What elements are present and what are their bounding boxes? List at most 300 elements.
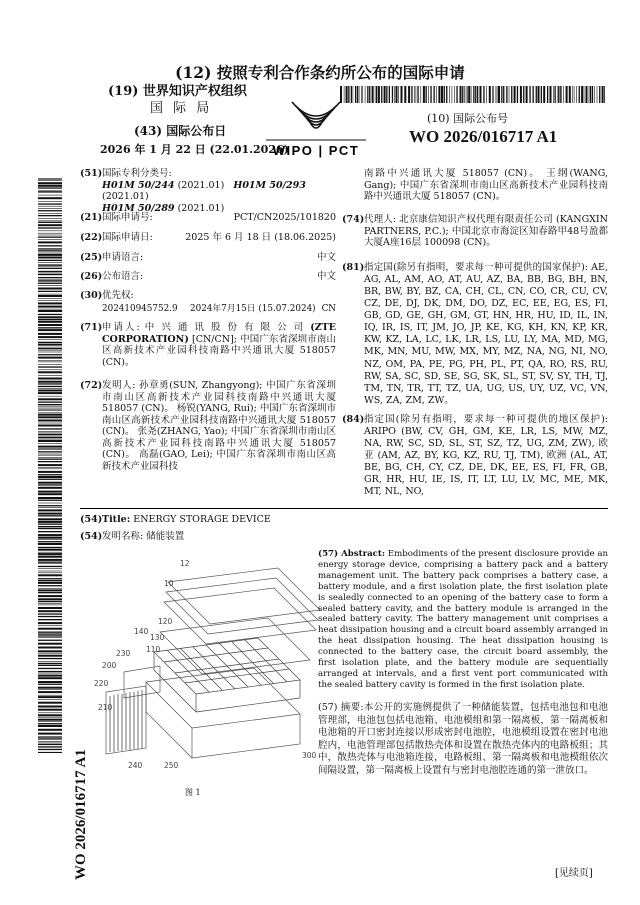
barcode-bar [38,610,62,612]
applicant-address: [CN/CN]; 中国广东省深圳市南山区高新技术产业园科技南路中兴通讯大厦 518057 (CN)。 [102,333,336,368]
barcode-bar [38,571,62,572]
barcode-bar [38,386,62,387]
barcode-bar [38,479,62,480]
barcode-bar [38,257,62,259]
barcode-bar [492,86,493,103]
barcode-bar [396,86,398,103]
field-number: (54) [80,514,103,525]
barcode-bar [517,86,518,103]
barcode-bar [38,744,62,745]
barcode-bar [38,541,62,542]
barcode-bar [581,86,583,103]
barcode-bar [38,457,62,458]
barcode-bar [541,86,542,103]
barcode-bar [38,371,62,373]
inventors-text: 孙章勇(SUN, Zhangyong); 中国广东省深圳市南山区高新技术产业园科技南路中兴通讯大厦 518057 (CN)。 杨锐(YANG, Rui); 中国广东省深圳市南山区高新技术产业园科技南路中兴通讯大厦 518057 (CN)。 张尧(ZHANG, Yao); 中国广东省深圳市南山区高新技术产业园科技南路中兴通讯大厦 518057 (CN)。 高磊(GAO, Lei); 中国广东省深圳市南山区高新技术产业园科技 [102,380,336,473]
barcode-bar [38,653,62,654]
ipc-code: H01M 50/244 [102,179,175,191]
barcode-bar [381,86,382,103]
priority-date: 2024年7月15日 (15.07.2024) [190,304,316,314]
barcode-bar [38,285,62,286]
field-label: 优先权: [102,290,134,301]
priority-country: CN [321,304,336,314]
barcode-bar [38,185,62,187]
barcode-bar [38,316,62,318]
barcode-bar [473,86,474,103]
barcode-bar [509,86,510,103]
barcode-bar [38,568,62,569]
barcode-bar [38,414,62,416]
barcode-bar [38,237,62,238]
designated-states-national: 指定国(除另有指明，要求每一种可提供的国家保护): AE, AG, AL, AM, AO, AT, AU, AZ, BA, BB, BG, BH, BN, BR, BW, BY, BZ, CA, CH, CL, CN, CO, CR, CU, CV, CZ, DE, DJ, DK, DM, DO, DZ, EC, EE, EG, ES, FI, GB, GD, GE, GH, GM, GT, HN, HR, HU, ID, IL, IN, IQ, IR, IS, IT, JM, JO, JP, KE, KG, KH, KN, KP, KR, KW, KZ, LA, LC, LK, LR, LS, LU, LY, MA, MD, MG, MK, MN, MU, MW, MX, MY, MZ, NA, NG, NI, NO, NZ, OM, PA, PE, PG, PH, PL, PT, QA, RO, RS, RU, RW, SA, SC, SD, SE, SG, SK, SL, ST, SV, SY, TH, TJ, TM, TN, TR, TT, TZ, UA, UG, US, UY, UZ, VC, VN, WS, ZA, ZM, ZW。 [364,262,608,406]
barcode-bar [38,201,62,202]
field-number: (51) [80,168,103,179]
barcode-bar [38,706,62,708]
barcode-bar [38,352,62,353]
field-21 [80,212,336,226]
barcode-bar [38,464,62,466]
barcode-bar [38,625,62,626]
barcode-bar [38,439,62,440]
barcode-bar [416,86,417,103]
ref-label: 140 [134,627,149,636]
barcode-bar [38,643,62,645]
publication-number: WO 2026/016717 A1 [409,127,558,146]
barcode-bar [38,633,62,634]
barcode-bar [38,231,62,232]
barcode-bar [38,241,62,243]
ipc-code: H01M 50/293 [233,179,306,191]
barcode-bar [38,348,62,349]
field-label: 国际专利分类号: [102,168,172,179]
barcode-bar [38,378,62,380]
barcode-bar [38,203,62,204]
barcode-bar [38,539,62,540]
barcode-bar [38,344,62,346]
barcode-bar [511,86,512,103]
publication-date: 2026 年 1 月 22 日 (22.01.2026) [100,143,289,156]
barcode-bar [38,215,62,216]
barcode-bar [471,86,472,103]
field-value: 中文 [316,252,336,263]
barcode-bar [38,534,62,536]
barcode-bar [38,671,62,672]
barcode-bar [38,743,62,744]
barcode-bar [38,406,62,407]
barcode-bar [38,505,62,506]
barcode-bar [38,404,62,405]
barcode-bar [38,350,62,351]
barcode-bar [38,607,62,609]
barcode-bar [594,86,595,103]
barcode-bar [38,665,62,666]
barcode-bar [38,342,62,343]
barcode-bar [38,364,62,365]
barcode-bar [38,582,62,584]
barcode-bar [38,218,62,219]
barcode-bar [560,86,561,103]
barcode-bar [38,738,62,739]
barcode-bar [558,86,559,103]
abstract-en [318,549,608,699]
barcode-bar [38,461,62,462]
barcode-bar [38,749,62,750]
barcode-bar [38,443,62,444]
priority-app-number: 202410945752.9 [102,304,178,314]
barcode-bar [417,86,418,103]
barcode-bar [384,86,386,103]
barcode-bar [38,396,62,397]
barcode-bar [475,86,476,103]
field-72-continued: 南路中兴通讯大厦 518057 (CN)。 王纲(WANG, Gang); 中国广东省深圳市南山区高新技术产业园科技南路中兴通讯大厦 518057 (CN)。 [364,168,608,203]
barcode-bar [599,86,600,103]
barcode-bar [38,388,62,389]
barcode-bar [38,476,62,478]
barcode-bar [38,673,62,674]
barcode-bar [38,206,62,207]
ref-label: 230 [116,649,131,658]
barcode-bar [38,717,62,718]
barcode-bar [38,333,62,335]
barcode-bar [38,655,62,657]
barcode-bar [572,86,573,103]
barcode-bar [38,702,62,704]
designated-states-regional: 指定国(除另有指明，要求每一种可提供的地区保护): ARIPO (BW, CV, GH, GM, KE, LR, LS, MW, MZ, NA, RW, SC, SD, SL, ST, SZ, TZ, UG, ZM, ZW), 欧亚 (AM, AZ, BY, KG, KZ, RU, TJ, TM), 欧洲 (AL, AT, BE, BG, CH, CY, CZ, DE, DK, EE, ES, FI, FR, GB, GR, HR, HU, IE, IS, IT, LT, LU, LV, MC, ME, MK, MT, NL, NO, [364,414,608,498]
barcode-bar [38,687,62,689]
barcode-bar [584,86,585,103]
barcode-bar [553,86,554,103]
barcode-bar [480,86,482,103]
barcode-bar [38,559,62,561]
ipc-date: (2021.01) [102,191,149,203]
barcode-bar [38,484,62,485]
barcode-bar [38,446,62,448]
barcode-bar [38,589,62,591]
ipc-code: H01M 50/289 [102,202,175,214]
barcode-bar [38,628,62,630]
barcode-bar [38,336,62,338]
barcode-bar [38,616,62,617]
field-84 [342,414,608,504]
field-value: 中文 [316,271,336,282]
barcode-bar [586,86,588,103]
barcode-bar [38,192,62,193]
barcode-bar [38,752,62,753]
barcode-bar [38,454,62,455]
barcode-bar [446,86,447,103]
barcode-bar [38,714,62,716]
barcode-bar [486,86,487,103]
barcode-bar [38,675,62,677]
abstract-label: (57) 摘要: [318,702,364,713]
field-54-title-zh [80,531,480,545]
barcode-bar [462,86,463,103]
barcode-bar [38,663,62,664]
barcode-bar [38,719,62,721]
barcode-bar [38,347,62,348]
title-label: 发明名称: [102,531,144,542]
barcode-bar [467,86,468,103]
barcode-bar [38,556,62,558]
barcode-bar [38,224,62,226]
barcode-bar [392,86,393,103]
barcode-bar [38,281,62,282]
barcode-bar [38,360,62,361]
barcode-bar [38,425,62,427]
barcode-bar [426,86,427,103]
barcode-bar [38,423,62,424]
field-label: 申请语言: [102,252,144,263]
barcode-bar [38,362,62,363]
ref-label: 220 [94,679,109,688]
barcode-bar [38,689,62,690]
barcode-bar [602,86,604,103]
barcode-bar [38,578,62,579]
barcode-bar [38,709,62,711]
barcode-bar [38,595,62,597]
barcode-bar [434,86,435,103]
barcode-bar [566,86,568,103]
barcode-bar [38,635,62,636]
field-72 [80,380,336,490]
barcode-bar [38,433,62,434]
barcode-bar [569,86,571,103]
wipo-logo-text: WIPO | PCT [272,143,360,158]
barcode-bar [38,273,62,274]
barcode-bar [38,491,62,493]
abstract-text: 本公开的实施例提供了一种储能装置，包括电池包和电池管理部，电池包包括电池箱、电池模组和第一隔离板，第一隔离板和电池箱的开口密封连接以形成密封电池腔，电池模组设置在密封电池腔内，电池管理部包括散热壳体和设置在散热壳体内的电路板组；其中，散热壳体与电池箱连接，电路板组、第一隔离板和电池模组依次间隔设置，第一隔离板上设置有与密封电池腔连通的第一泄放口。 [318,702,608,776]
field-number: (25) [80,252,103,263]
barcode-bar [460,86,462,103]
barcode-bar [38,264,62,265]
barcode-bar [38,509,62,511]
barcode-bar [529,86,530,103]
barcode-bar [38,695,62,696]
barcode-bar [538,86,540,103]
barcode-bar [38,451,62,452]
barcode-bar [590,86,591,103]
barcode-bar [38,309,62,310]
barcode-bar [38,254,62,256]
barcode-bar [38,339,62,340]
barcode-bar [38,733,62,735]
applicant-prefix: 申请人: 中 兴 通 讯 股 份 有 限 公 司 [102,322,311,333]
barcode-bar [38,402,62,403]
barcode-bar [576,86,577,103]
abstract-text: Embodiments of the present disclosure provide an energy storage device, comprising a battery pack and a battery management unit. The battery pack comprises a battery case, a battery module, and a first isolation plate, the first isolation plate is sealedly connected to an opening of the battery case to form a sealed battery cavity, and the battery module is arranged in the sealed battery cavity. The battery management unit comprises a heat dissipation housing and a circuit board assembly arranged in the heat dissipation housing. The heat dissipation housing is connected to the battery case, the circuit board assembly, the first isolation plate, and the battery module are sequentially arranged at intervals, and a first vent port communicated with the sealed battery cavity is formed in the first isolation plate. [318,549,608,690]
barcode-bar [436,86,437,103]
barcode-bar [514,86,516,103]
barcode-bar [38,513,62,515]
barcode-bar [38,390,62,392]
barcode-bar [38,265,62,266]
barcode-bar [38,409,62,410]
barcode-bar [520,86,522,103]
barcode-bar [454,86,455,103]
barcode-bar [38,321,62,323]
barcode-bar [38,227,62,228]
barcode-bar [38,531,62,532]
field-number: (81) [342,262,365,273]
barcode-bar [547,86,548,103]
barcode-bar [38,741,62,742]
barcode-bar [38,471,62,473]
barcode-bar [38,180,62,181]
field-54-title-en [80,514,480,528]
barcode-bar [38,197,62,199]
barcode-bar [38,566,62,567]
barcode-bar [38,691,62,693]
barcode-bar [38,195,62,196]
barcode-bar [38,262,62,263]
barcode-bar [579,86,580,103]
ref-label: 10 [164,579,174,588]
barcode-bar [501,86,502,103]
barcode-bar [414,86,415,103]
barcode-bar [38,274,62,275]
ref-label: 120 [158,617,173,626]
top-barcode [340,86,605,103]
barcode-bar [38,537,62,539]
barcode-bar [38,469,62,470]
barcode-bar [477,86,478,103]
barcode-bar [404,86,406,103]
barcode-bar [38,436,62,437]
barcode-bar [38,528,62,529]
barcode-bar [493,86,494,103]
barcode-bar [38,383,62,384]
barcode-bar [38,563,62,564]
barcode-bar [38,366,62,367]
barcode-bar [483,86,484,103]
barcode-bar [38,503,62,504]
barcode-bar [38,375,62,376]
field-number: (30) [80,290,103,301]
side-barcode [38,178,62,753]
barcode-bar [543,86,545,103]
barcode-bar [449,86,450,103]
side-publication-number: WO 2026/016717 A1 [73,749,89,880]
barcode-bar [38,603,62,604]
field-30 [80,290,336,318]
barcode-bar [401,86,403,103]
barcode-bar [38,449,62,450]
barcode-bar [38,250,62,251]
barcode-bar [574,86,575,103]
barcode-bar [38,619,62,620]
field-22 [80,232,336,246]
barcode-bar [592,86,593,103]
barcode-bar [466,86,467,103]
ref-label: 250 [164,761,179,770]
barcode-bar [38,725,62,727]
barcode-bar [38,518,62,520]
barcode-bar [456,86,457,103]
barcode-bar [38,370,62,371]
field-label: 国际申请号: [102,212,153,223]
barcode-bar [589,86,590,103]
barcode-bar [378,86,380,103]
barcode-bar [38,191,62,192]
barcode-bar [38,288,62,290]
ref-label: 12 [180,559,190,568]
barcode-bar [38,271,62,272]
organization-name: (19) 世界知识产权组织 [108,84,247,99]
barcode-bar [38,178,62,179]
barcode-bar [38,283,62,284]
barcode-bar [38,515,62,516]
document-title: (12) 按照专利合作条约所公布的国际申请 [175,63,465,82]
ref-label: 200 [102,661,117,670]
barcode-bar [441,86,443,103]
barcode-bar [38,245,62,246]
barcode-bar [38,253,62,254]
barcode-bar [430,86,431,103]
barcode-bar [38,319,62,320]
barcode-bar [38,381,62,383]
barcode-bar [38,302,62,304]
barcode-bar [38,221,62,222]
barcode-bar [38,354,62,355]
barcode-bar [38,553,62,555]
abstract-zh [318,702,608,802]
barcode-bar [38,684,62,685]
barcode-bar [38,467,62,468]
barcode-bar [38,650,62,652]
barcode-bar [38,398,62,400]
barcode-bar [597,86,598,103]
barcode-bar [444,86,445,103]
barcode-bar [38,420,62,422]
field-number: (74) [342,214,365,225]
barcode-bar [38,493,62,495]
barcode-bar [38,327,62,328]
barcode-bar [38,474,62,475]
barcode-bar [38,187,62,188]
barcode-bar [561,86,562,103]
publication-date-label: (43) 国际公布日 [134,124,227,138]
barcode-bar [38,434,62,435]
barcode-bar [38,268,62,269]
field-81 [342,262,608,407]
barcode-bar [38,260,62,261]
field-51 [80,168,340,214]
barcode-bar [38,526,62,527]
barcode-bar [38,497,62,499]
barcode-bar [38,574,62,576]
wipo-pct-logo [256,96,376,158]
barcode-bar [38,605,62,606]
barcode-bar [38,392,62,394]
ipc-date: (2021.01) [177,179,225,191]
barcode-bar [38,573,62,574]
barcode-bar [38,585,62,586]
ref-label: 210 [98,703,113,712]
barcode-bar [38,295,62,297]
barcode-bar [38,431,62,432]
barcode-bar [38,294,62,295]
barcode-bar [38,179,62,180]
barcode-bar [496,86,497,103]
barcode-bar [38,482,62,484]
barcode-bar [38,500,62,501]
field-71 [80,322,336,376]
barcode-bar [38,208,62,209]
barcode-bar [423,86,425,103]
barcode-bar [38,314,62,315]
title-label: Title: [102,514,131,525]
barcode-bar [38,410,62,411]
